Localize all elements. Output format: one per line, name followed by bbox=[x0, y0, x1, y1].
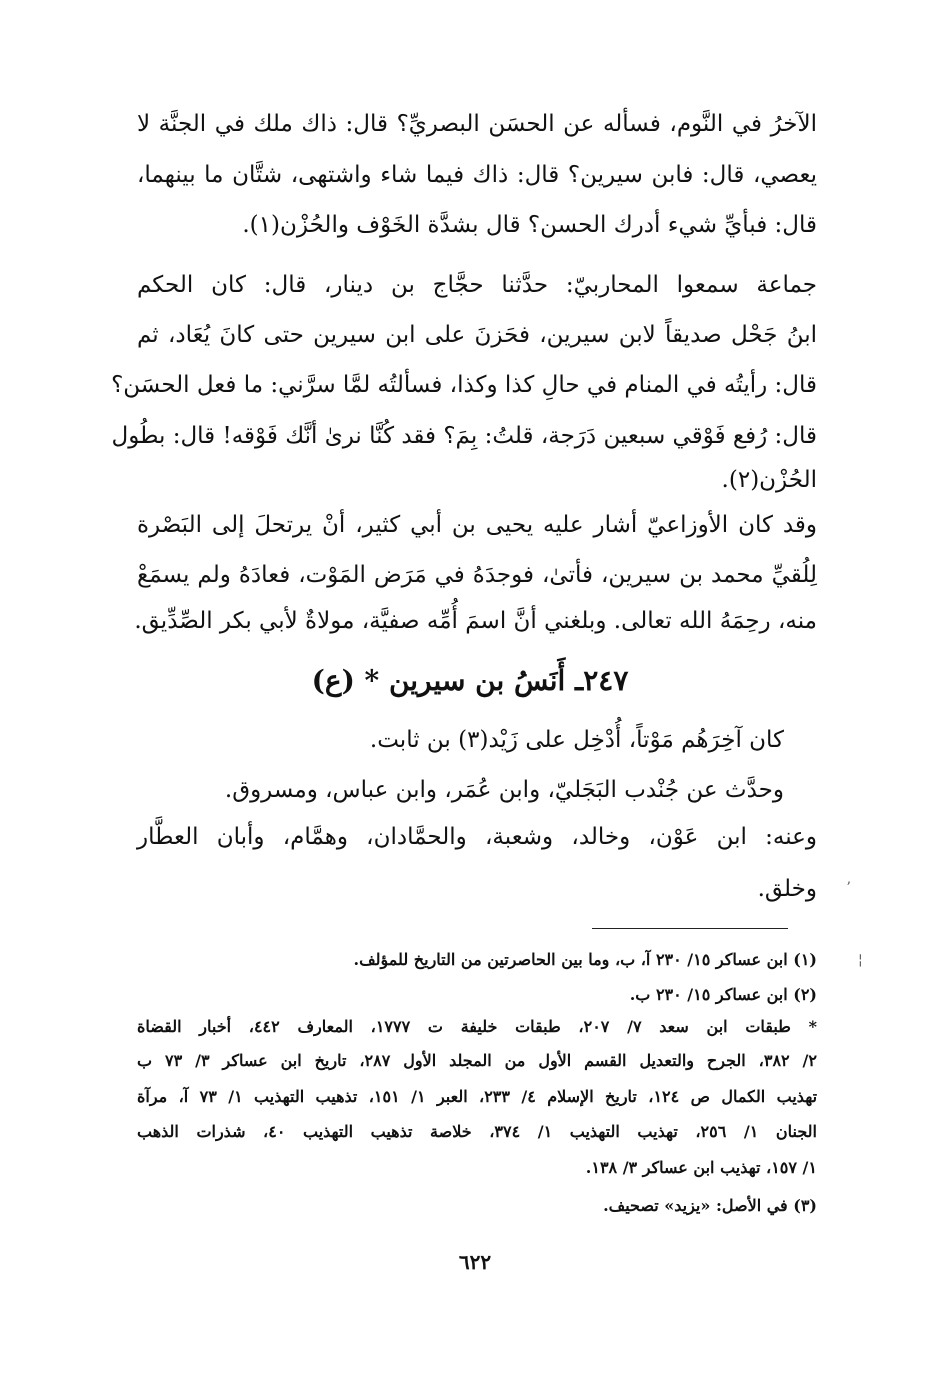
entry-line-3: وعنه: ابن عَوْن، وخالد، وشعبة، والحمَّادان، وهمَّام، وأبان العطَّار bbox=[137, 824, 817, 850]
footnote-biography-line-5: ١/ ١٥٧، تهذيب ابن عساكر ٣/ ١٣٨. bbox=[585, 1158, 817, 1177]
paragraph-2-line-1: جماعة سمعوا المحاربيّ: حدَّثنا حجَّاج بن دينار، قال: كان الحكم bbox=[137, 272, 817, 298]
footnote-2: (٢) ابن عساكر ١٥/ ٢٣٠ ب. bbox=[629, 985, 817, 1004]
footnote-biography-line-2: ٢/ ٣٨٢، الجرح والتعديل القسم الأول من المجلد الأول ٢٨٧، تاريخ ابن عساكر ٣/ ٧٣ ب bbox=[137, 1051, 817, 1070]
paragraph-3-line-3: منه، رحِمَهُ الله تعالى. وبلغني أنَّ اسمَ أُمِّه صفيَّة، مولاةٌ لأبي بكر الصِّدِّيق. bbox=[134, 608, 817, 634]
footnote-separator bbox=[592, 928, 788, 929]
page-number: ٦٢٢ bbox=[458, 1250, 492, 1274]
paragraph-1-line-1: الآخرُ في النَّوم، فسأله عن الحسَن البصريِّ؟ قال: ذاك ملك في الجنَّة لا bbox=[137, 111, 817, 137]
footnote-1: (١) ابن عساكر ١٥/ ٢٣٠ آ، ب، وما بين الحاصرتين من التاريخ للمؤلف. bbox=[353, 950, 817, 969]
footnote-biography-line-3: تهذيب الكمال ص ١٢٤، تاريخ الإسلام ٤/ ٢٣٣، العبر ١/ ١٥١، تذهيب التهذيب ١/ ٧٣ آ، مرآة bbox=[137, 1087, 818, 1106]
paragraph-2-line-2: ابنُ جَحْل صديقاً لابن سيرين، فحَزنَ على ابن سيرين حتى كانَ يُعَاد، ثم bbox=[137, 322, 817, 348]
paragraph-2-line-5: الحُزْن(٢). bbox=[721, 467, 817, 493]
paragraph-2-line-3: قال: رأيتُه في المنام في حالِ كذا وكذا، فسألتُه لمَّا سرَّني: ما فعل الحسَن؟ bbox=[111, 372, 817, 398]
entry-line-1: كان آخِرَهُم مَوْتاً، أُدْخِل على زَيْد(٣) بن ثابت. bbox=[369, 727, 784, 753]
margin-scan-mark: ¦ bbox=[858, 952, 863, 968]
footnote-3: (٣) في الأصل: «يزيد» تصحيف. bbox=[603, 1196, 817, 1215]
footnote-biography-line-4: الجنان ١/ ٢٥٦، تهذيب التهذيب ١/ ٣٧٤، خلاصة تذهيب التهذيب ٤٠، شذرات الذهب bbox=[137, 1122, 817, 1141]
paragraph-3-line-1: وقد كان الأوزاعيّ أشار عليه يحيى بن أبي كثير، أنْ يرتحلَ إلى البَصْرة bbox=[137, 512, 817, 538]
entry-line-4: وخلق. bbox=[757, 876, 817, 902]
margin-scan-mark: ʼ bbox=[846, 880, 851, 896]
paragraph-2-line-4: قال: رُفع فَوْقي سبعين دَرَجة، قلتُ: بِمَ؟ فقد كُنَّا نرىٰ أنَّك فَوْقه! قال: بطُول bbox=[111, 423, 817, 449]
footnote-biography-line-1: * طبقات ابن سعد ٧/ ٢٠٧، طبقات خليفة ت ١٧٧٧، المعارف ٤٤٢، أخبار القضاة bbox=[137, 1017, 818, 1036]
paragraph-3-line-2: لِلُقيِّ محمد بن سيرين، فأتىٰ، فوجدَهُ في مَرَض المَوْت، فعادَهُ ولم يسمَعْ bbox=[137, 562, 817, 588]
paragraph-1-line-3: قال: فبأيِّ شيء أدرك الحسن؟ قال بشدَّة الخَوْف والحُزْن(١). bbox=[242, 212, 817, 238]
paragraph-1-line-2: يعصي، قال: فابن سيرين؟ قال: ذاك فيما شاء واشتهى، شتَّان ما بينهما، bbox=[137, 162, 817, 188]
entry-heading: ٢٤٧ـ أَنَسُ بن سيرين * (ع) bbox=[311, 664, 629, 697]
entry-line-2: وحدَّث عن جُنْدب البَجَليّ، وابن عُمَر، وابن عباس، ومسروق. bbox=[224, 777, 784, 803]
